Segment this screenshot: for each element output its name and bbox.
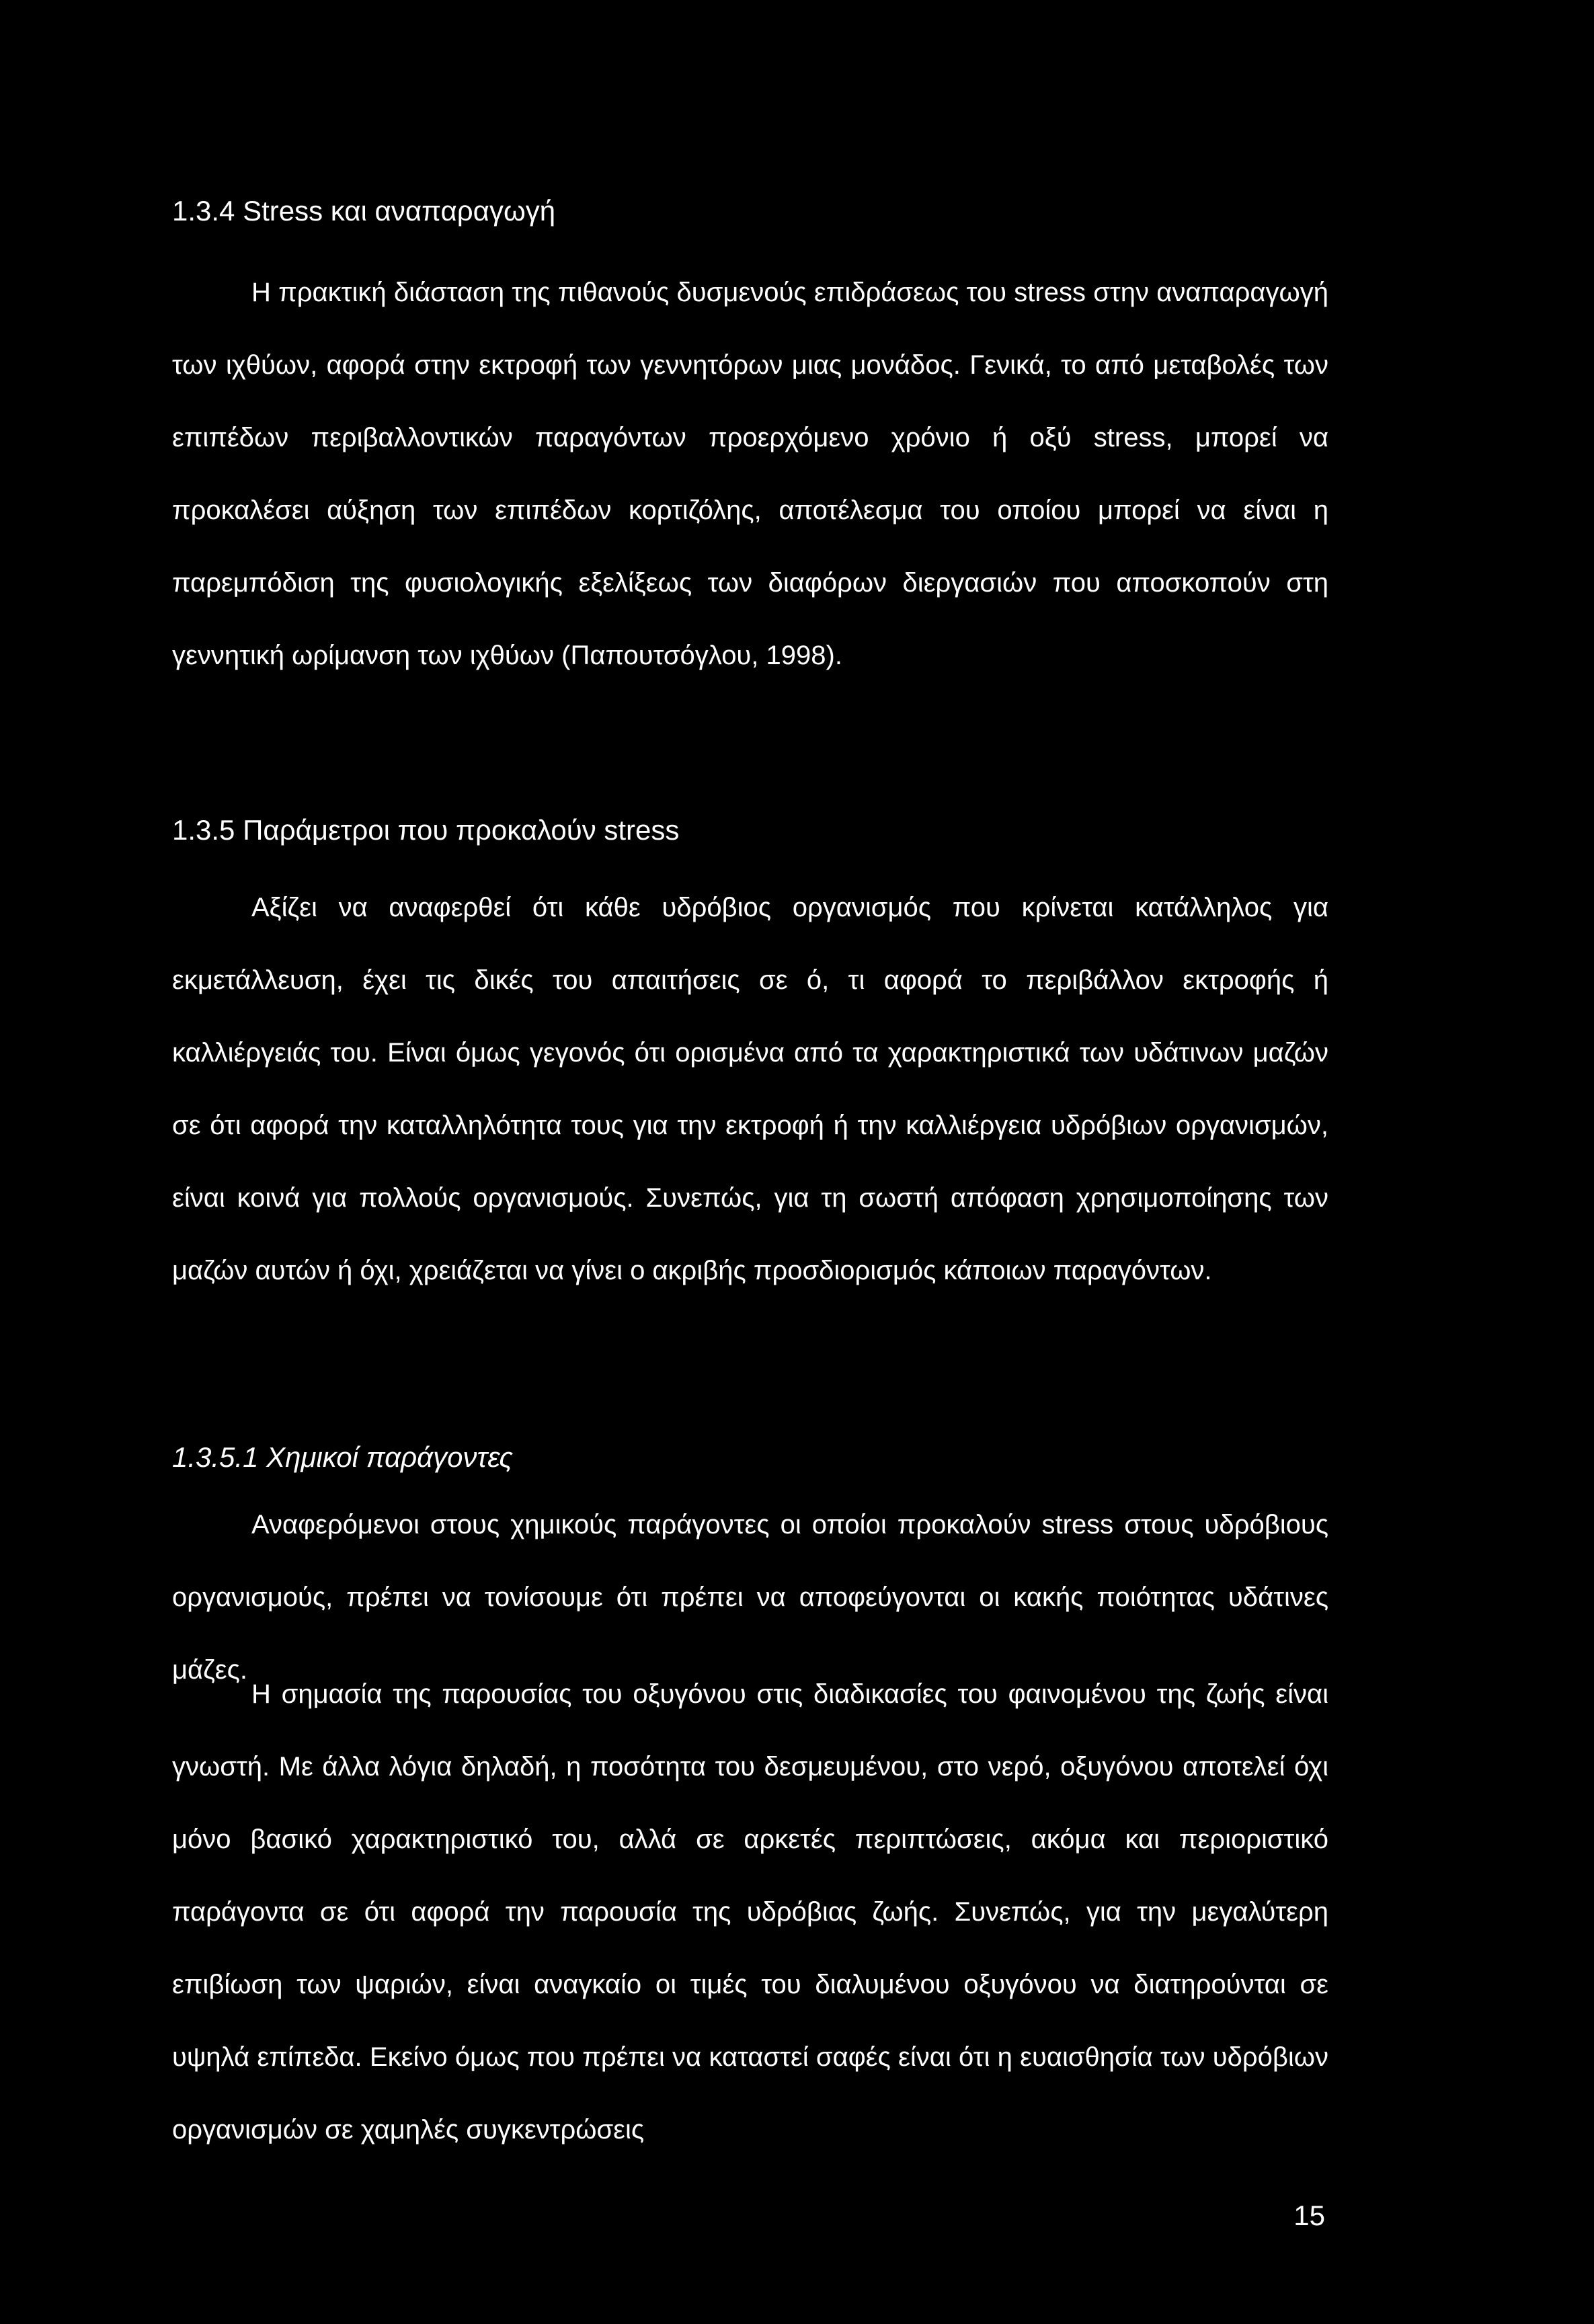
paragraph-stress-reproduction: Η πρακτική διάσταση της πιθανούς δυσμενούς επιδράσεως του stress στην αναπαραγωγή των ιχθύων, αφορά στην εκτροφή των γεννητόρων μιας μονάδος. Γενικά, το από μεταβολές των επιπέδων περιβαλλοντικών παραγόντων προερχόμενο χρόνιο ή οξύ stress, μπορεί να προκαλέσει αύξηση των επιπέδων κορτιζόλης, αποτέλεσμα του οποίου μπορεί να είναι η παρεμπόδιση της φυσιολογικής εξελίξεως των διαφόρων διεργασιών που αποσκοπούν στη γεννητική ωρίμανση των ιχθύων (Παπουτσόγλου, 1998).: [172, 278, 1328, 670]
section-heading-1-3-5: 1.3.5 Παράμετροι που προκαλούν stress: [172, 814, 680, 846]
paragraph-oxygen-importance: Η σημασία της παρουσίας του οξυγόνου στις διαδικασίες του φαινομένου της ζωής είναι γνωστή. Με άλλα λόγια δηλαδή, η ποσότητα του δεσμευμένου, στο νερό, οξυγόνου αποτελεί όχι μόνο βασικό χαρακτηριστικό του, αλλά σε αρκετές περιπτώσεις, ακόμα και περιοριστικό παράγοντα σε ότι αφορά την παρουσία της υδρόβιας ζωής. Συνεπώς, για την μεγαλύτερη επιβίωση των ψαριών, είναι αναγκαίο οι τιμές του διαλυμένου οξυγόνου να διατηρούνται σε υψηλά επίπεδα. Εκείνο όμως που πρέπει να καταστεί σαφές είναι ότι η ευαισθησία των υδρόβιων οργανισμών σε χαμηλές συγκεντρώσεις: [172, 1679, 1328, 2145]
section-heading-1-3-4: 1.3.4 Stress και αναπαραγωγή: [172, 195, 556, 227]
section-heading-1-3-5-1: 1.3.5.1 Χημικοί παράγοντες: [172, 1441, 513, 1473]
paragraph-chemical-factors: Αναφερόμενοι στους χημικούς παράγοντες οι οποίοι προκαλούν stress στους υδρόβιους οργανισμούς, πρέπει να τονίσουμε ότι πρέπει να αποφεύγονται οι κακής ποιότητας υδάτινες μάζες.: [172, 1510, 1328, 1685]
paragraph-stress-parameters: Αξίζει να αναφερθεί ότι κάθε υδρόβιος οργανισμός που κρίνεται κατάλληλος για εκμετάλλευση, έχει τις δικές του απαιτήσεις σε ό, τι αφορά το περιβάλλον εκτροφής ή καλλιέργειάς του. Είναι όμως γεγονός ότι ορισμένα από τα χαρακτηριστικά των υδάτινων μαζών σε ότι αφορά την καταλληλότητα τους για την εκτροφή ή την καλλιέργεια υδρόβιων οργανισμών, είναι κοινά για πολλούς οργανισμούς. Συνεπώς, για τη σωστή απόφαση χρησιμοποίησης των μαζών αυτών ή όχι, χρειάζεται να γίνει ο ακριβής προσδιορισμός κάποιων παραγόντων.: [172, 893, 1328, 1285]
page-number: 15: [1293, 2200, 1325, 2231]
